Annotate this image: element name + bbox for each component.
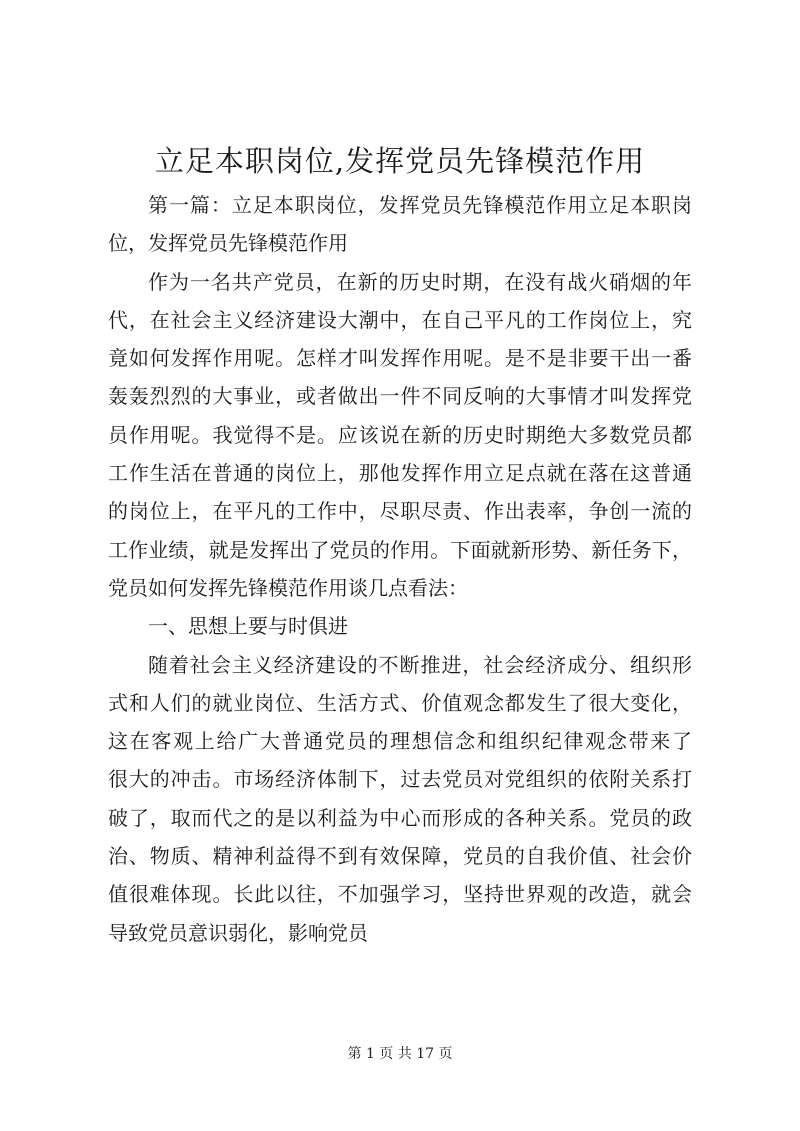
body-line: 位，发挥党员先锋模范作用 — [108, 231, 348, 256]
body-line: 导致党员意识弱化，影响党员 — [108, 920, 368, 945]
body-line: 轰轰烈烈的大事业，或者做出一件不同反响的大事情才叫发挥党 — [108, 384, 692, 409]
body-line: 随着社会主义经济建设的不断推进，社会经济成分、组织形 — [148, 652, 692, 677]
body-line: 党员如何发挥先锋模范作用谈几点看法： — [108, 575, 468, 600]
body-line: 这在客观上给广大普通党员的理想信念和组织纪律观念带来了 — [108, 729, 692, 754]
page-number-footer: 第 1 页 共 17 页 — [347, 1046, 453, 1062]
body-line: 的岗位上，在平凡的工作中，尽职尽责、作出表率，争创一流的 — [108, 499, 692, 524]
body-line: 破了，取而代之的是以利益为中心而形成的各种关系。党员的政 — [108, 805, 692, 830]
document-title: 立足本职岗位,发挥党员先锋模范作用 — [154, 144, 646, 178]
body-line: 员作用呢。我觉得不是。应该说在新的历史时期绝大多数党员都 — [108, 422, 692, 447]
body-line: 作为一名共产党员，在新的历史时期，在没有战火硝烟的年 — [148, 269, 692, 294]
body-line: 第一篇：立足本职岗位，发挥党员先锋模范作用立足本职岗 — [148, 193, 692, 217]
body-line: 竟如何发挥作用呢。怎样才叫发挥作用呢。是不是非要干出一番 — [108, 346, 692, 371]
body-line: 治、物质、精神利益得不到有效保障，党员的自我价值、社会价 — [108, 844, 692, 869]
body-line: 很大的冲击。市场经济体制下，过去党员对党组织的依附关系打 — [108, 767, 692, 792]
body-line: 值很难体现。长此以往，不加强学习，坚持世界观的改造，就会 — [108, 882, 692, 907]
section-heading: 一、思想上要与时俱进 — [148, 614, 348, 639]
body-line: 工作业绩，就是发挥出了党员的作用。下面就新形势、新任务下， — [108, 537, 692, 562]
body-line: 工作生活在普通的岗位上，那他发挥作用立足点就在落在这普通 — [108, 461, 692, 486]
body-line: 代，在社会主义经济建设大潮中，在自己平凡的工作岗位上，究 — [108, 307, 692, 332]
document-body — [108, 186, 692, 952]
body-line: 式和人们的就业岗位、生活方式、价值观念都发生了很大变化， — [108, 690, 692, 715]
